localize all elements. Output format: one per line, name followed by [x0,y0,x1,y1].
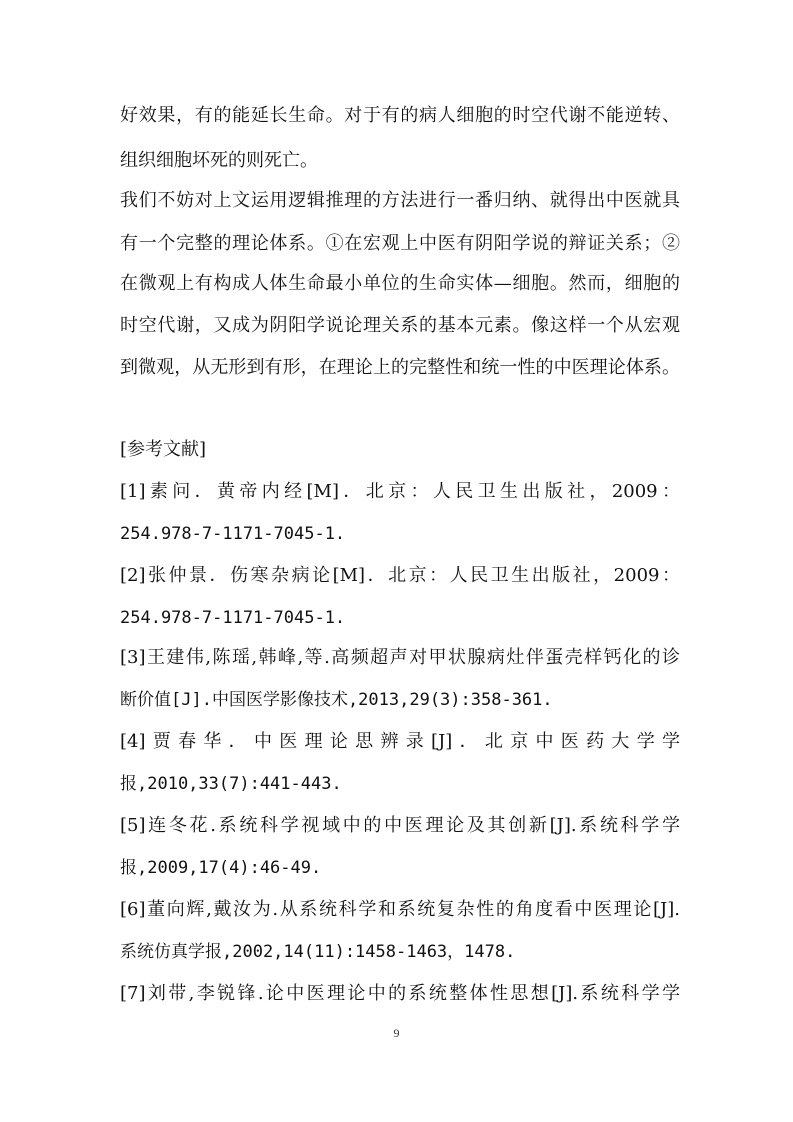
body-line-3: 我们不妨对上文运用逻辑推理的方法进行一番归纳、就得出中医就具 [120,190,680,211]
body-line-1: 好效果，有的能延长生命。对于有的病人细胞的时空代谢不能逆转、 [120,105,680,126]
reference-line-1: [1]素问．黄帝内经[M]．北京：人民卫生出版社，2009： [120,481,680,502]
reference-line-3: [2]张仲景．伤寒杂病论[M]．北京：人民卫生出版社，2009： [120,565,680,586]
reference-line-10: 报,2009,17(4):46-49. [120,858,322,878]
body-line-4: 有一个完整的理论体系。①在宏观上中医有阴阳学说的辩证关系；② [120,233,680,254]
reference-line-6: 断价值[J].中国医学影像技术,2013,29(3):358-361. [120,690,553,710]
references-heading: [参考文献] [120,439,207,460]
reference-line-12: 系统仿真学报,2002,14(11):1458-1463，1478. [120,942,516,962]
reference-line-9: [5]连冬花.系统科学视域中的中医理论及其创新[J].系统科学学 [120,815,680,836]
body-line-7: 到微观，从无形到有形，在理论上的完整性和统一性的中医理论体系。 [120,357,680,378]
body-line-2: 组织细胞坏死的则死亡。 [120,150,318,171]
reference-line-13: [7]刘带,李锐锋.论中医理论中的系统整体性思想[J].系统科学学 [120,983,680,1004]
reference-line-2: 254.978-7-1171-7045-1. [120,524,346,544]
body-line-5: 在微观上有构成人体生命最小单位的生命实体—细胞。然而，细胞的 [120,273,680,294]
page-number: 9 [393,1026,400,1040]
reference-line-7: [4]贾春华．中医理论思辨录[J]．北京中医药大学学 [120,731,680,752]
reference-line-11: [6]董向辉,戴汝为.从系统科学和系统复杂性的角度看中医理论[J]. [120,899,680,920]
reference-line-4: 254.978-7-1171-7045-1. [120,608,346,628]
reference-line-5: [3]王建伟,陈瑶,韩峰,等.高频超声对甲状腺病灶伴蛋壳样钙化的诊 [120,647,680,668]
body-line-6: 时空代谢，又成为阴阳学说论理关系的基本元素。像这样一个从宏观 [120,315,680,336]
reference-line-8: 报,2010,33(7):441-443. [120,774,342,794]
